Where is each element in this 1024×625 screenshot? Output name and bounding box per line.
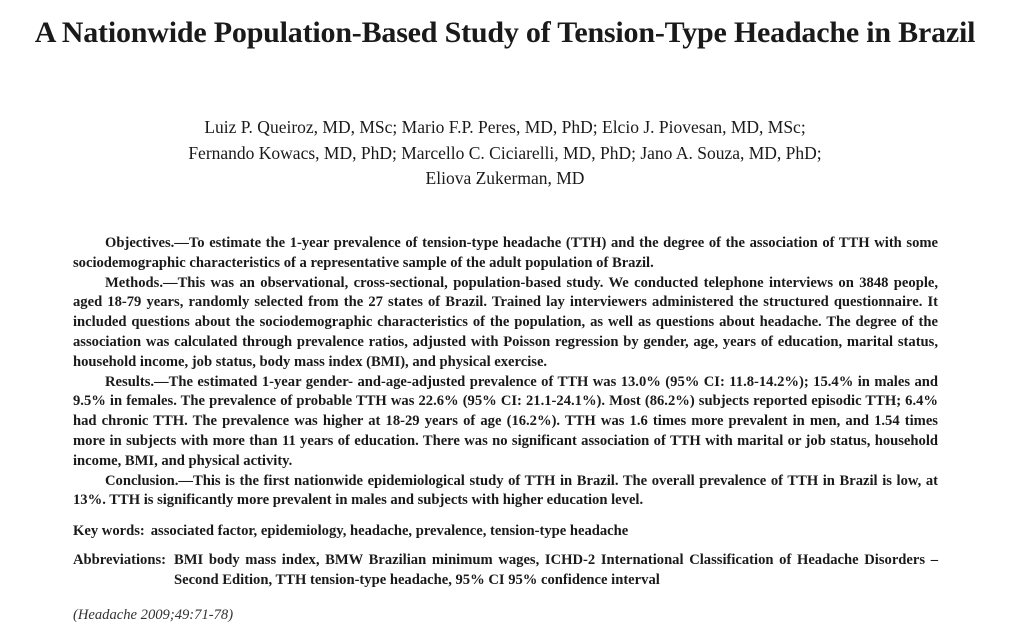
author-line: Eliova Zukerman, MD	[425, 168, 585, 188]
abstract-methods	[73, 274, 938, 373]
section-label: Objectives.—	[105, 235, 189, 251]
abstract-conclusion	[73, 472, 938, 512]
keywords-label: Key words:	[73, 523, 145, 539]
section-text: To estimate the 1-year prevalence of tension-type headache (TTH) and the degree of the association of TTH with some sociodemographic characteristics of a representative sample of the adult population of Brazil.	[73, 235, 938, 271]
section-text: The estimated 1-year gender- and-age-adjusted prevalence of TTH was 13.0% (95% CI: 11.8-14.2%); 15.4% in males and 9.5% in females. The prevalence of probable TTH was 22.6% (95% CI: 21.1-24.1%). Most (86.2%) subjects reported episodic TTH; 6.4% had chronic TTH. The prevalence was higher at 18-29 years of age (16.2%). TTH was 1.6 times more prevalent in men, and 1.54 times more in subjects with more than 11 years of education. There was no significant association of TTH with marital or job status, household income, BMI, and physical activity.	[73, 373, 938, 469]
journal-citation: (Headache 2009;49:71-78)	[73, 607, 234, 623]
abstract	[73, 234, 938, 511]
section-label: Conclusion.—	[105, 472, 193, 489]
author-line: Luiz P. Queiroz, MD, MSc; Mario F.P. Peres, MD, PhD; Elcio J. Piovesan, MD, MSc;	[204, 117, 806, 137]
author-line: Fernando Kowacs, MD, PhD; Marcello C. Ciciarelli, MD, PhD; Jano A. Souza, MD, PhD;	[188, 142, 822, 163]
abbreviations-text: BMI body mass index, BMW Brazilian minimum wages, ICHD-2 International Classification of Headache Disorders – Second Edition, TTH tension-type headache, 95% CI 95% confidence interval	[173, 552, 938, 588]
author-list	[0, 115, 1010, 192]
section-label: Results.—	[105, 373, 169, 390]
abstract-objectives	[73, 234, 938, 274]
article-title: A Nationwide Population-Based Study of Tension-Type Headache in Brazil	[34, 16, 976, 49]
section-label: Methods.—	[105, 274, 178, 291]
keywords-text: associated factor, epidemiology, headache, prevalence, tension-type headache	[150, 523, 629, 539]
abstract-results	[73, 373, 938, 472]
keywords	[73, 522, 938, 542]
section-text: This is the first nationwide epidemiological study of TTH in Brazil. The overall prevalence of TTH in Brazil is low, at 13%. TTH is significantly more prevalent in males and subjects with higher education level.	[73, 472, 938, 509]
section-text: This was an observational, cross-sectional, population-based study. We conducted telephone interviews on 3848 people, aged 18-79 years, randomly selected from the 27 states of Brazil. Trained lay interviewers administered the structured questionnaire. It included questions about the sociodemographic characteristics of the population, as well as questions about headache. The degree of the association was calculated through prevalence ratios, adjusted with Poisson regression by gender, age, years of education, marital status, household income, job status, body mass index (BMI), and physical exercise.	[73, 274, 938, 370]
abbreviations-label: Abbreviations:	[73, 552, 166, 568]
abbreviations	[73, 551, 938, 591]
